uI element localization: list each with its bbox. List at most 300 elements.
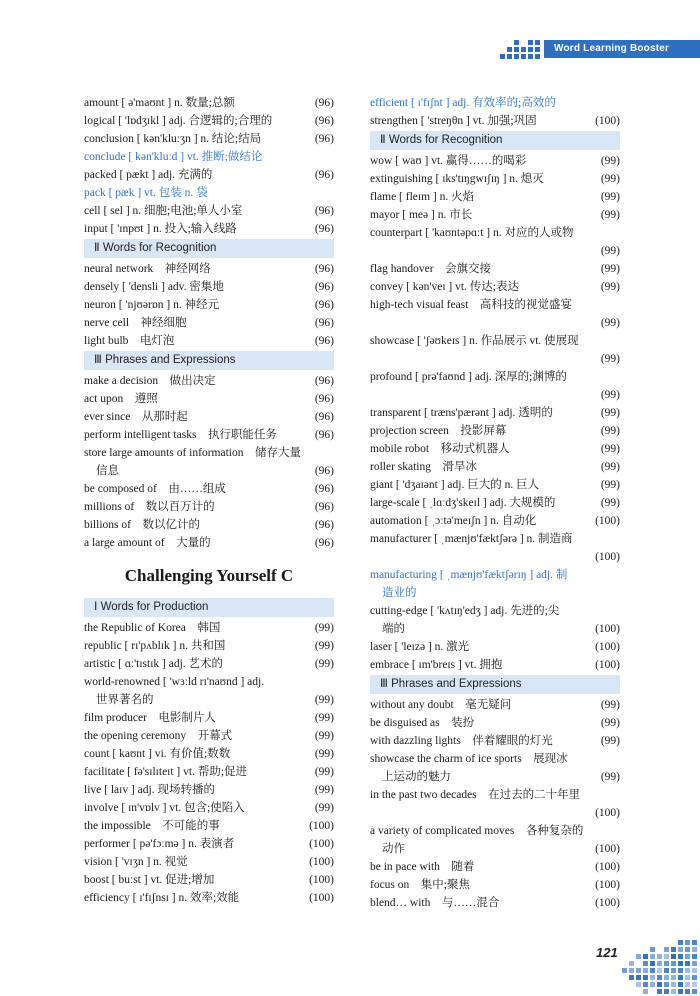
entry-text: wow [ waʊ ] vt. 赢得……的喝彩 [370,155,527,167]
vocab-entry [370,350,620,368]
entry-page-ref: (96) [314,97,334,109]
entry-text: count [ kaʊnt ] vi. 有价值;数数 [84,748,231,760]
pattern-square [514,54,519,59]
pattern-square [692,961,697,966]
entry-page-ref: (100) [309,892,334,904]
entry-text: pack [ pæk ] vt. 包装 n. 袋 [84,187,208,199]
pattern-square [622,940,627,945]
pattern-square [664,961,669,966]
pattern-square [678,989,683,994]
vocab-entry [84,673,334,691]
entry-page-ref: (99) [600,263,620,275]
pattern-square [507,47,512,52]
vocab-entry [84,94,334,112]
pattern-square [643,968,648,973]
pattern-square [629,975,634,980]
pattern-square [678,940,683,945]
vocab-entry [370,224,620,242]
pattern-square [629,947,634,952]
left-block-words [84,94,334,238]
footer-decoration [622,940,697,994]
pattern-square [507,40,512,45]
entry-page-ref: (96) [314,519,334,531]
vocab-entry [370,404,620,422]
entry-text: be disguised as 装扮 [370,717,475,729]
entry-text: automation [ ˌɔːtə'meɪʃn ] n. 自动化 [370,515,537,527]
entry-page-ref: (99) [314,658,334,670]
entry-text: conclusion [ kən'kluːʒn ] n. 结论;结局 [84,133,262,145]
vocab-entry [370,602,620,620]
pattern-square [636,954,641,959]
entry-text: roller skating 滑旱冰 [370,461,477,473]
entry-text: amount [ ə'maʊnt ] n. 数量;总额 [84,97,235,109]
vocab-entry [84,426,334,444]
entry-text: 动作 [382,843,405,855]
entry-text: nerve cell 神经细胞 [84,317,187,329]
pattern-square [514,40,519,45]
entry-text: 上运动的魅力 [382,771,451,783]
pattern-square [629,989,634,994]
entry-text: showcase [ 'ʃəʊkeɪs ] n. 作品展示 vt. 使展现 [370,335,579,347]
vocab-entry [84,314,334,332]
entry-page-ref: (99) [314,622,334,634]
right-block-recognition [370,152,620,674]
entry-text: 世界著名的 [96,694,154,706]
entry-page-ref: (100) [309,838,334,850]
vocab-entry [370,638,620,656]
pattern-square [657,961,662,966]
entry-text: strengthen [ 'streŋθn ] vt. 加强;巩固 [370,115,537,127]
vocab-entry [84,817,334,835]
pattern-square [678,968,683,973]
entry-page-ref: (100) [309,874,334,886]
pattern-square [664,989,669,994]
challenge-heading: Challenging Yourself C [124,566,294,585]
entry-page-ref: (99) [314,802,334,814]
entry-page-ref: (99) [600,771,620,783]
left-block-recognition [84,260,334,350]
vocab-entry [84,727,334,745]
entry-page-ref: (96) [314,335,334,347]
vocab-entry [370,714,620,732]
vocab-entry [370,786,620,804]
entry-text: the opening ceremony 开幕式 [84,730,233,742]
pattern-square [622,989,627,994]
pattern-square [629,982,634,987]
pattern-square [636,961,641,966]
pattern-square [521,47,526,52]
entry-text: a large amount of 大量的 [84,537,211,549]
pattern-square [650,975,655,980]
pattern-square [671,961,676,966]
entry-page-ref: (96) [314,317,334,329]
entry-text: 信息 [96,465,119,477]
entry-text: efficient [ ɪ'fɪʃnt ] adj. 有效率的;高效的 [370,97,556,109]
pattern-square [692,968,697,973]
entry-text: conclude [ kən'kluːd ] vt. 推断;做结论 [84,151,263,163]
entry-text: millions of 数以百万计的 [84,501,215,513]
entry-text: packed [ pækt ] adj. 充满的 [84,169,213,181]
pattern-square [671,947,676,952]
pattern-square [643,961,648,966]
entry-text: densely [ 'densli ] adv. 密集地 [84,281,224,293]
entry-page-ref: (96) [314,263,334,275]
entry-text: republic [ rɪ'pʌblɪk ] n. 共和国 [84,640,226,652]
pattern-square [657,954,662,959]
vocab-entry [370,620,620,638]
pattern-square [622,947,627,952]
vocab-entry [370,368,620,386]
pattern-square [528,40,533,45]
section-title: Ⅱ Words for Recognition [370,131,620,150]
entry-text: world-renowned [ 'wɜːld rɪ'naʊnd ] adj. [84,676,265,688]
pattern-square [692,982,697,987]
vocab-entry [84,763,334,781]
entry-text: film producer 电影制片人 [84,712,216,724]
right-column [370,94,620,912]
entry-page-ref: (99) [314,640,334,652]
vocab-entry [370,476,620,494]
entry-page-ref: (100) [595,659,620,671]
entry-page-ref: (100) [309,856,334,868]
vocab-entry [84,498,334,516]
section-title: Ⅲ Phrases and Expressions [84,351,334,370]
entry-page-ref: (99) [600,353,620,365]
pattern-square [636,982,641,987]
entry-text: perform intelligent tasks 执行职能任务 [84,429,277,441]
pattern-square [528,47,533,52]
vocab-entry [370,512,620,530]
vocab-entry [370,242,620,260]
vocab-entry [84,709,334,727]
page-number: 121 [596,945,618,960]
pattern-square [664,968,669,973]
entry-page-ref: (96) [314,465,334,477]
vocab-entry [84,296,334,314]
pattern-square [692,989,697,994]
pattern-square [643,947,648,952]
entry-text: manufacturer [ ˌmænjʊ'fæktʃərə ] n. 制造商 [370,533,573,545]
entry-text: neuron [ 'njʊərɒn ] n. 神经元 [84,299,220,311]
entry-page-ref: (99) [600,389,620,401]
entry-text: convey [ kən'veɪ ] vt. 传达;表达 [370,281,519,293]
vocab-entry [84,202,334,220]
pattern-square [685,947,690,952]
entry-page-ref: (99) [600,281,620,293]
entry-page-ref: (99) [314,712,334,724]
vocab-entry [84,408,334,426]
vocab-entry [370,530,620,548]
pattern-square [650,947,655,952]
pattern-square [636,947,641,952]
entry-text: billions of 数以亿计的 [84,519,200,531]
entry-page-ref: (99) [600,717,620,729]
entry-text: without any doubt 毫无疑问 [370,699,512,711]
pattern-square [535,54,540,59]
entry-page-ref: (99) [314,748,334,760]
vocab-entry [370,206,620,224]
entry-page-ref: (99) [314,730,334,742]
pattern-square [671,989,676,994]
entry-text: live [ laɪv ] adj. 现场转播的 [84,784,215,796]
vocab-entry [84,799,334,817]
pattern-square [650,968,655,973]
pattern-square [636,940,641,945]
entry-page-ref: (100) [595,897,620,909]
entry-text: efficiency [ ɪ'fɪʃnsɪ ] n. 效率;效能 [84,892,240,904]
entry-page-ref: (99) [600,407,620,419]
pattern-square [528,54,533,59]
entry-page-ref: (99) [600,209,620,221]
entry-page-ref: (99) [600,461,620,473]
vocab-entry [370,440,620,458]
vocab-entry [84,889,334,907]
entry-page-ref: (99) [600,497,620,509]
vocab-entry [84,390,334,408]
pattern-square [692,975,697,980]
pattern-square [664,982,669,987]
entry-text: input [ 'ɪnpʊt ] n. 投入;输入线路 [84,223,237,235]
pattern-square [521,40,526,45]
entry-page-ref: (96) [314,429,334,441]
pattern-square [643,982,648,987]
entry-text: large-scale [ ˌlɑːdʒ'skeɪl ] adj. 大规模的 [370,497,556,509]
entry-page-ref: (96) [314,411,334,423]
pattern-square [622,982,627,987]
vocab-entry [84,166,334,184]
pattern-square [692,954,697,959]
vocab-entry [84,148,334,166]
pattern-square [622,954,627,959]
pattern-square [643,954,648,959]
vocab-entry [370,768,620,786]
entry-page-ref: (96) [314,501,334,513]
entry-page-ref: (96) [314,205,334,217]
entry-text: extinguishing [ ɪks'tɪŋgwɪʃɪŋ ] n. 熄灭 [370,173,544,185]
vocab-entry [370,656,620,674]
entry-text: with dazzling lights 伴着耀眼的灯光 [370,735,553,747]
vocab-entry [84,871,334,889]
pattern-square [657,940,662,945]
pattern-square [671,982,676,987]
entry-page-ref: (96) [314,133,334,145]
entry-page-ref: (96) [314,223,334,235]
entry-page-ref: (96) [314,393,334,405]
vocab-entry [84,130,334,148]
vocab-entry [370,260,620,278]
vocab-entry [84,372,334,390]
vocab-entry [370,548,620,566]
pattern-square [685,982,690,987]
entry-text: flame [ fleɪm ] n. 火焰 [370,191,475,203]
pattern-square [678,954,683,959]
entry-text: act upon 遵照 [84,393,158,405]
vocab-entry [370,822,620,840]
vocab-entry [370,386,620,404]
vocab-entry [370,494,620,512]
entry-text: flag handover 会旗交接 [370,263,492,275]
vocab-entry [84,516,334,534]
entry-text: a variety of complicated moves 各种复杂的 [370,825,584,837]
vocab-entry [370,152,620,170]
entry-text: the impossible 不可能的事 [84,820,220,832]
entry-page-ref: (99) [600,425,620,437]
pattern-square [692,947,697,952]
vocab-entry [84,462,334,480]
pattern-square [657,982,662,987]
section-title: Ⅰ Words for Production [84,598,334,617]
entry-text: 造业的 [382,587,417,599]
entry-page-ref: (99) [600,317,620,329]
vocab-entry [370,188,620,206]
vocab-entry [370,94,620,112]
vocab-entry [370,458,620,476]
pattern-square [643,940,648,945]
entry-text: store large amounts of information 储存大量 [84,447,301,459]
pattern-square [685,961,690,966]
entry-text: giant [ 'dʒaɪənt ] adj. 巨大的 n. 巨人 [370,479,540,491]
vocab-entry [370,278,620,296]
pattern-square [692,940,697,945]
entry-text: profound [ prə'faʊnd ] adj. 深厚的;渊博的 [370,371,567,383]
entry-text: mobile robot 移动式机器人 [370,443,510,455]
pattern-square [685,975,690,980]
entry-text: make a decision 做出决定 [84,375,216,387]
entry-page-ref: (96) [314,281,334,293]
pattern-square [657,968,662,973]
entry-text: mayor [ meə ] n. 市长 [370,209,473,221]
entry-page-ref: (100) [595,515,620,527]
pattern-square [671,968,676,973]
vocab-entry [84,853,334,871]
entry-page-ref: (96) [314,169,334,181]
right-block-phrases [370,696,620,912]
entry-page-ref: (100) [595,115,620,127]
entry-text: boost [ buːst ] vt. 促进;增加 [84,874,215,886]
vocab-entry [84,278,334,296]
entry-page-ref: (96) [314,483,334,495]
entry-text: manufacturing [ ˌmænjʊ'fæktʃərɪŋ ] adj. 制 [370,569,568,581]
pattern-square [535,47,540,52]
vocab-entry [370,858,620,876]
entry-text: high-tech visual feast 高科技的视觉盛宴 [370,299,572,311]
vocab-entry [84,781,334,799]
vocab-entry [370,112,620,130]
entry-page-ref: (100) [595,641,620,653]
pattern-square [657,989,662,994]
vocab-entry [84,220,334,238]
pattern-square [650,954,655,959]
entry-text: transparent [ træns'pærənt ] adj. 透明的 [370,407,553,419]
entry-text: showcase the charm of ice sports 展现冰 [370,753,568,765]
pattern-square [643,989,648,994]
pattern-square [535,40,540,45]
entry-text: be in pace with 随着 [370,861,475,873]
entry-page-ref: (99) [600,191,620,203]
pattern-square [657,975,662,980]
vocab-entry [370,804,620,822]
pattern-square [500,47,505,52]
vocab-entry [370,696,620,714]
entry-text: performer [ pə'fɔːmə ] n. 表演者 [84,838,235,850]
entry-text: projection screen 投影屏幕 [370,425,507,437]
vocab-entry [370,314,620,332]
pattern-square [678,975,683,980]
vocab-entry [84,184,334,202]
vocab-entry [84,691,334,709]
entry-page-ref: (99) [600,479,620,491]
entry-page-ref: (100) [595,807,620,819]
pattern-square [678,961,683,966]
vocab-entry [370,840,620,858]
vocab-entry [370,296,620,314]
vocab-entry [84,332,334,350]
vocab-entry [370,566,620,584]
pattern-square [664,954,669,959]
left-block-production [84,619,334,907]
entry-page-ref: (99) [600,245,620,257]
vocab-entry [370,894,620,912]
pattern-square [657,947,662,952]
pattern-square [685,968,690,973]
pattern-square [664,940,669,945]
vocab-entry [370,732,620,750]
entry-text: ever since 从那时起 [84,411,188,423]
header-banner: Word Learning Booster [544,40,700,58]
entry-text: in the past two decades 在过去的二十年里 [370,789,581,801]
pattern-square [685,940,690,945]
pattern-square [629,940,634,945]
entry-page-ref: (99) [600,155,620,167]
entry-text: light bulb 电灯泡 [84,335,175,347]
pattern-square [629,961,634,966]
pattern-square [678,982,683,987]
entry-text: artistic [ ɑː'tɪstɪk ] adj. 艺术的 [84,658,224,670]
entry-text: facilitate [ fə'sɪlɪteɪt ] vt. 帮助;促进 [84,766,248,778]
right-block-words [370,94,620,130]
entry-page-ref: (99) [600,443,620,455]
entry-page-ref: (99) [600,173,620,185]
pattern-square [685,954,690,959]
entry-text: cell [ sel ] n. 细胞;电池;单人小室 [84,205,243,217]
section-title: Ⅲ Phrases and Expressions [370,675,620,694]
vocab-entry [370,876,620,894]
pattern-square [521,54,526,59]
pattern-square [650,989,655,994]
entry-text: laser [ 'leɪzə ] n. 激光 [370,641,470,653]
entry-text: blend… with 与……混合 [370,897,500,909]
vocab-entry [84,260,334,278]
vocab-entry [84,112,334,130]
entry-page-ref: (99) [600,735,620,747]
vocab-entry [84,655,334,673]
vocab-entry [370,422,620,440]
pattern-square [685,989,690,994]
pattern-square [636,975,641,980]
vocab-entry [84,444,334,462]
pattern-square [664,975,669,980]
vocab-entry [84,745,334,763]
pattern-square [622,975,627,980]
entry-text: the Republic of Korea 韩国 [84,622,221,634]
pattern-square [650,940,655,945]
entry-page-ref: (99) [314,694,334,706]
entry-text: logical [ 'lɒdʒɪkl ] adj. 合逻辑的;合理的 [84,115,273,127]
left-column [84,94,334,907]
pattern-square [507,54,512,59]
pattern-square [629,954,634,959]
pattern-square [678,947,683,952]
